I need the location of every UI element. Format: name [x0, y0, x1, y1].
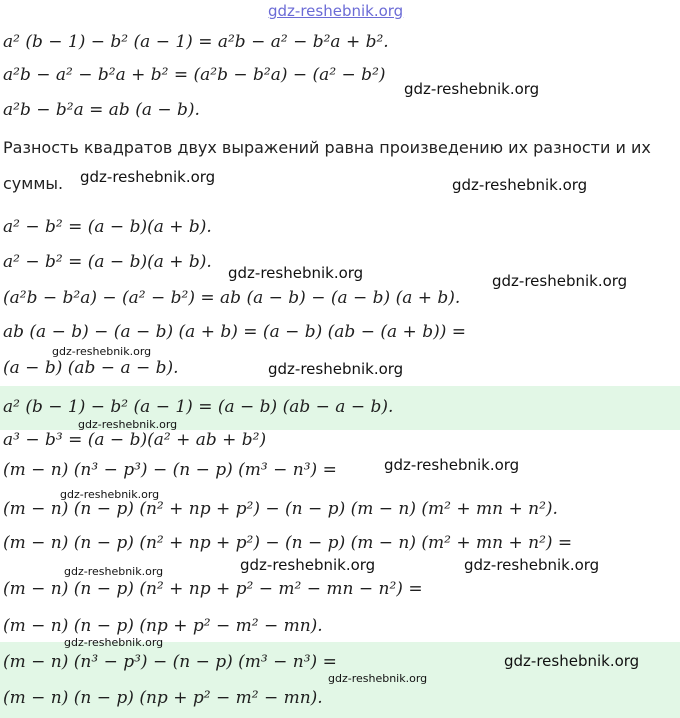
statement-line-2: суммы. [3, 174, 64, 193]
math-line-10: a³ − b³ = (a − b)(a² + ab + b²) [3, 430, 267, 450]
watermark: gdz-reshebnik.org [60, 488, 160, 501]
math-line-5: a² − b² = (a − b)(a + b). [3, 252, 212, 272]
math-line-16: (m − n) (n³ − p³) − (n − p) (m³ − n³) = [3, 652, 337, 672]
math-line-17: (m − n) (n − p) (np + p² − m² − mn). [3, 688, 323, 708]
watermark: gdz-reshebnik.org [64, 565, 164, 578]
watermark: gdz-reshebnik.org [492, 272, 628, 290]
math-line-4: a² − b² = (a − b)(a + b). [3, 217, 212, 237]
watermark: gdz-reshebnik.org [404, 80, 540, 98]
watermark: gdz-reshebnik.org [452, 176, 588, 194]
watermark: gdz-reshebnik.org [228, 264, 364, 282]
watermark: gdz-reshebnik.org [384, 456, 520, 474]
math-line-8: (a − b) (ab − a − b). [3, 358, 179, 378]
math-line-11: (m − n) (n³ − p³) − (n − p) (m³ − n³) = [3, 460, 337, 480]
math-line-2: a²b − a² − b²a + b² = (a²b − b²a) − (a² − b²) [3, 65, 386, 85]
watermark: gdz-reshebnik.org [240, 556, 376, 574]
math-line-3: a²b − b²a = ab (a − b). [3, 100, 200, 120]
math-line-14: (m − n) (n − p) (n² + np + p² − m² − mn − n²) = [3, 579, 423, 599]
math-line-13: (m − n) (n − p) (n² + np + p²) − (n − p) (m − n) (m² + mn + n²) = [3, 533, 573, 553]
math-line-12: (m − n) (n − p) (n² + np + p²) − (n − p) (m − n) (m² + mn + n²). [3, 499, 558, 519]
math-line-6: (a²b − b²a) − (a² − b²) = ab (a − b) − (a − b) (a + b). [3, 288, 461, 308]
math-line-7: ab (a − b) − (a − b) (a + b) = (a − b) (ab − (a + b)) = [3, 322, 466, 342]
statement-line-1: Разность квадратов двух выражений равна произведению их разности и их [3, 138, 651, 157]
math-line-15: (m − n) (n − p) (np + p² − m² − mn). [3, 616, 323, 636]
math-line-1: a² (b − 1) − b² (a − 1) = a²b − a² − b²a + b². [3, 32, 389, 52]
math-line-9: a² (b − 1) − b² (a − 1) = (a − b) (ab − a − b). [3, 397, 394, 417]
watermark: gdz-reshebnik.org [328, 672, 428, 685]
watermark: gdz-reshebnik.org [504, 652, 640, 670]
watermark: gdz-reshebnik.org [268, 360, 404, 378]
watermark: gdz-reshebnik.org [52, 345, 152, 358]
watermark-top[interactable]: gdz-reshebnik.org [268, 2, 404, 20]
watermark: gdz-reshebnik.org [464, 556, 600, 574]
watermark: gdz-reshebnik.org [78, 418, 178, 431]
watermark: gdz-reshebnik.org [64, 636, 164, 649]
watermark: gdz-reshebnik.org [80, 168, 216, 186]
